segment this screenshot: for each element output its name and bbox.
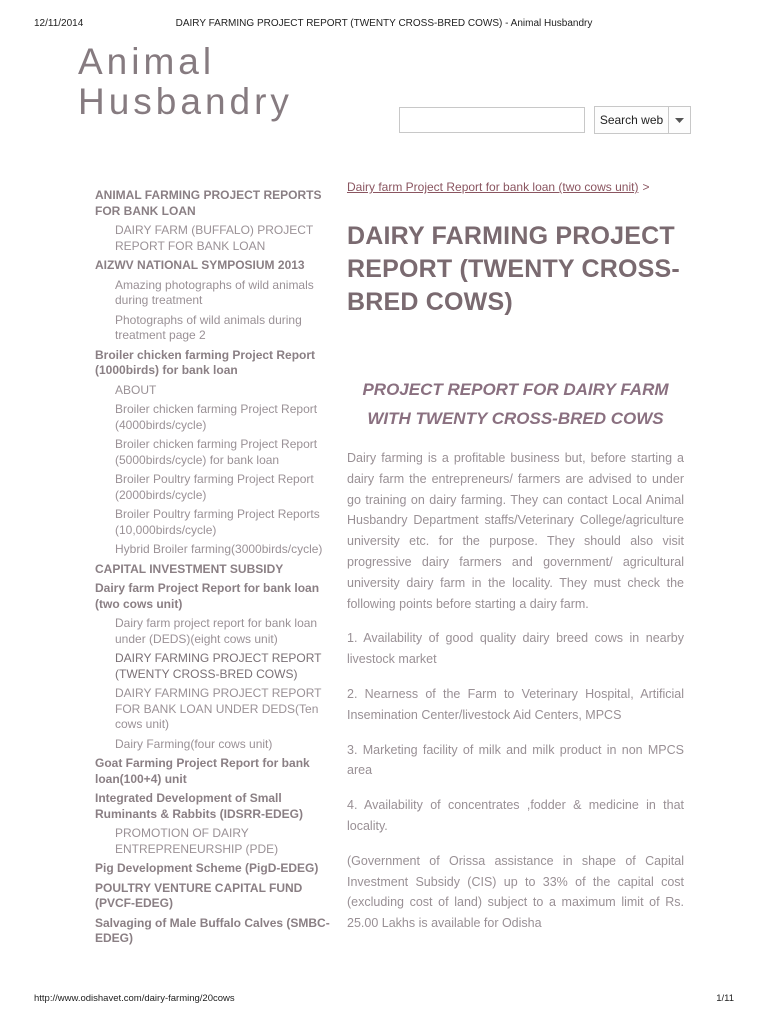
sidebar-item[interactable]: DAIRY FARMING PROJECT REPORT (TWENTY CROSS-BRED COWS)	[115, 651, 322, 681]
sidebar-item[interactable]: Dairy farm project report for bank loan under (DEDS)(eight cows unit)	[115, 616, 318, 646]
sidebar-item[interactable]: PROMOTION OF DAIRY ENTREPRENEURSHIP (PDE)	[115, 826, 279, 856]
sidebar-item[interactable]: Hybrid Broiler farming(3000birds/cycle)	[115, 542, 323, 556]
sidebar-item[interactable]: Broiler chicken farming Project Report (1000birds) for bank loan	[95, 347, 316, 377]
sidebar-item[interactable]: Goat Farming Project Report for bank loan(100+4) unit	[95, 756, 310, 786]
sidebar-item[interactable]: Pig Development Scheme (PigD-EDEG)	[95, 861, 319, 875]
subsidy-paragraph: (Government of Orissa assistance in shape of Capital Investment Subsidy (CIS) up to 33% of the capital cost (excluding cost of land) subject to a maximum limit of Rs. 25.00 Lakhs is available for Odisha	[347, 853, 684, 931]
print-url: http://www.odishavet.com/dairy-farming/20cows	[34, 993, 235, 1004]
sidebar-item[interactable]: Salvaging of Male Buffalo Calves (SMBC-EDEG)	[95, 915, 330, 945]
sidebar-item[interactable]: Broiler chicken farming Project Report (5000birds/cycle) for bank loan	[115, 437, 318, 467]
sidebar-item[interactable]: Broiler Poultry farming Project Report (2000birds/cycle)	[115, 472, 314, 502]
checklist-item-2: 2. Nearness of the Farm to Veterinary Hospital, Artificial Insemination Center/livestock Aid Centers, MPCS	[347, 686, 684, 722]
sidebar-item[interactable]: DAIRY FARM (BUFFALO) PROJECT REPORT FOR BANK LOAN	[115, 223, 314, 253]
sidebar-item[interactable]: CAPITAL INVESTMENT SUBSIDY	[95, 561, 284, 576]
sidebar-nav	[95, 188, 335, 951]
sidebar-item[interactable]: Dairy farm Project Report for bank loan (two cows unit)	[95, 581, 320, 611]
sidebar-item[interactable]: Photographs of wild animals during treatment page 2	[115, 312, 302, 342]
search-web-button[interactable]: Search web	[594, 106, 668, 134]
checklist-item-3: 3. Marketing facility of milk and milk product in non MPCS area	[347, 742, 684, 778]
sidebar-item[interactable]: Amazing photographs of wild animals during treatment	[115, 277, 314, 307]
sidebar-item[interactable]: Broiler chicken farming Project Report (4000birds/cycle)	[115, 402, 318, 432]
breadcrumb-separator: >	[642, 180, 650, 194]
breadcrumb	[347, 180, 684, 194]
sidebar-item[interactable]: Broiler Poultry farming Project Reports (10,000birds/cycle)	[115, 507, 320, 537]
search-input[interactable]	[399, 107, 585, 133]
checklist-item-1: 1. Availability of good quality dairy breed cows in nearby livestock market	[347, 631, 684, 667]
breadcrumb-link[interactable]: Dairy farm Project Report for bank loan (two cows unit)	[347, 180, 639, 194]
site-title-line1: Animal	[78, 41, 216, 82]
print-date: 12/11/2014	[34, 18, 84, 29]
sidebar-item[interactable]: ABOUT	[115, 382, 157, 397]
page-subtitle: PROJECT REPORT FOR DAIRY FARM WITH TWENTY CROSS-BRED COWS	[362, 380, 669, 428]
site-title-line2: Husbandry	[78, 81, 293, 122]
chevron-down-icon	[675, 118, 684, 123]
site-title[interactable]	[78, 42, 293, 122]
search-options-dropdown[interactable]	[668, 106, 691, 134]
sidebar-item[interactable]: AIZWV NATIONAL SYMPOSIUM 2013	[95, 258, 305, 272]
main-content	[347, 178, 684, 934]
sidebar-item[interactable]: Integrated Development of Small Ruminants & Rabbits (IDSRR-EDEG)	[95, 791, 304, 821]
sidebar-item[interactable]: ANIMAL FARMING PROJECT REPORTS FOR BANK LOAN	[95, 188, 322, 218]
sidebar-item[interactable]: Dairy Farming(four cows unit)	[115, 736, 273, 751]
checklist-item-4: 4. Availability of concentrates ,fodder & medicine in that locality.	[347, 798, 684, 833]
page-title: DAIRY FARMING PROJECT REPORT (TWENTY CROSS-BRED COWS)	[347, 222, 680, 316]
sidebar-item[interactable]: POULTRY VENTURE CAPITAL FUND (PVCF-EDEG)	[95, 880, 303, 910]
print-page-number: 1/11	[716, 993, 734, 1004]
sidebar-item[interactable]: DAIRY FARMING PROJECT REPORT FOR BANK LOAN UNDER DEDS(Ten cows unit)	[115, 686, 322, 731]
intro-paragraph: Dairy farming is a profitable business but, before starting a dairy farm the entrepreneurs/ farmers are advised to under go training on dairy farming. They can contact Local Animal Husbandry Department staffs/Veterinary College/agriculture university etc. for the purpose. They should also visit progressive dairy farmers and government/ agricultural university dairy farm in the locality. They must check the following points before starting a dairy farm.	[347, 451, 684, 611]
print-page-title: DAIRY FARMING PROJECT REPORT (TWENTY CROSS-BRED COWS) - Animal Husbandry	[175, 18, 593, 29]
